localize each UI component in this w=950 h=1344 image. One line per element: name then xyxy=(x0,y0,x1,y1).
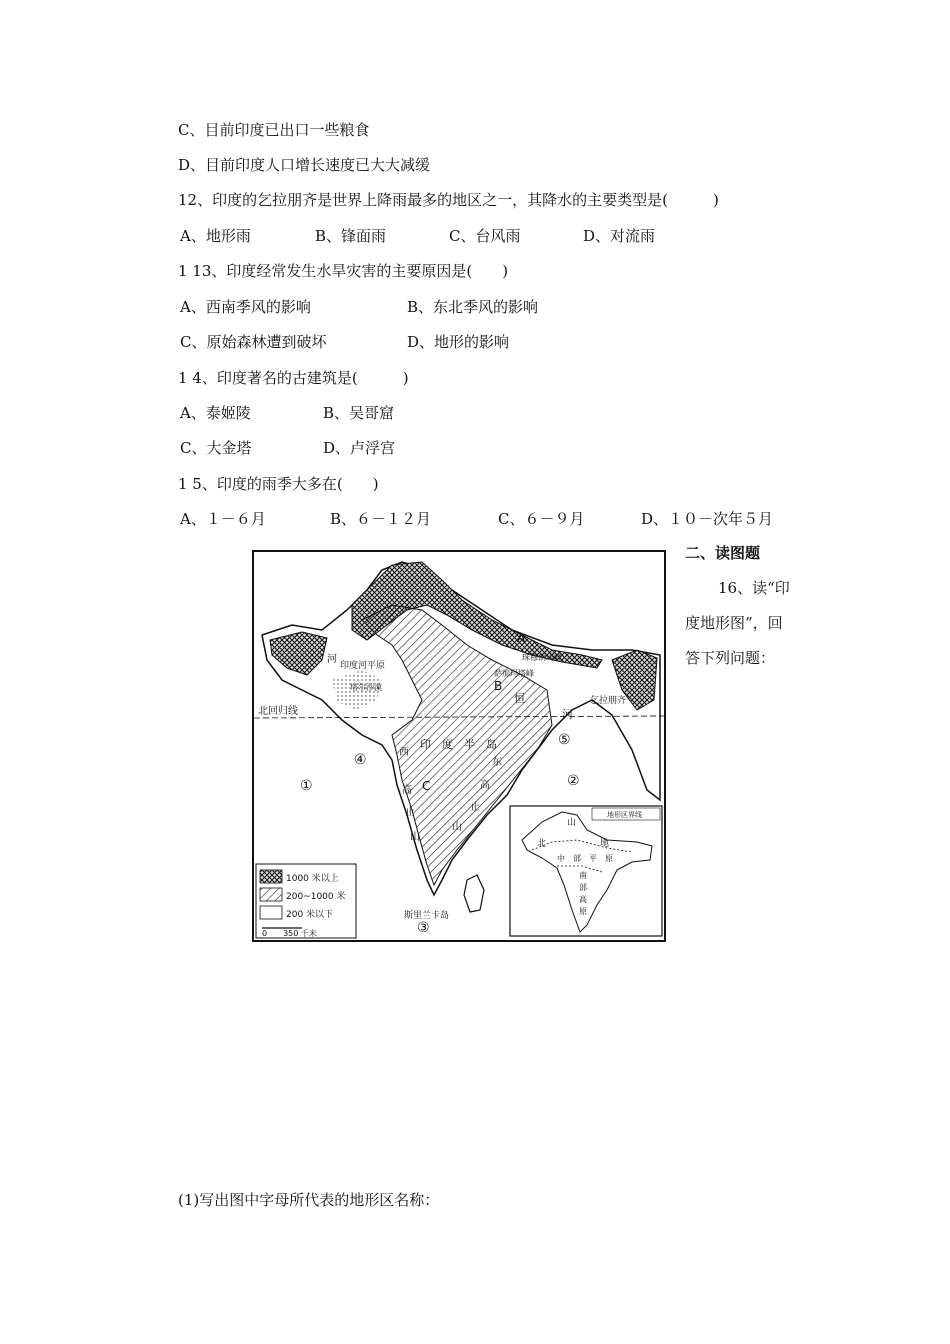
east-ghats-4: 山 xyxy=(452,822,462,833)
legend-swatch-low xyxy=(260,906,282,919)
india-terrain-map xyxy=(252,550,666,942)
west-ghats-3: 止 xyxy=(405,807,415,818)
circle-5: ⑤ xyxy=(558,732,571,748)
east-ghats-3: 止 xyxy=(470,802,480,813)
q14-option-b: B、吴哥窟 xyxy=(323,404,395,422)
west-ghats-2: 高 xyxy=(402,785,412,796)
q16-stem-line3: 答下列问题： xyxy=(685,649,776,667)
tropic-label: 北回归线 xyxy=(258,706,298,717)
q12-option-b: B、锋面雨 xyxy=(315,227,387,245)
inset-north: 北 xyxy=(537,839,547,849)
inset-legend: 地形区界线 xyxy=(607,811,642,819)
q13-stem: 1 13、印度经常发生水旱灾害的主要原因是( ) xyxy=(178,262,509,280)
q15-stem: 1 5、印度的雨季大多在( ) xyxy=(178,475,379,493)
q16-stem-line1: 16、读“印 xyxy=(718,579,790,597)
map-legend xyxy=(256,864,356,938)
letter-A: A xyxy=(517,631,526,645)
q14-option-c: C、大金塔 xyxy=(180,439,252,457)
legend-mid: 200~1000 米 xyxy=(286,892,346,902)
q14-stem: 1 4、印度著名的古建筑是( ) xyxy=(178,369,409,387)
river-he-left: 河 xyxy=(327,654,337,665)
thar-label: 塔尔沙漠 xyxy=(350,683,382,692)
river-he-right: 河 xyxy=(562,708,573,721)
q11-option-d: D、目前印度人口增长速度已大大减缓 xyxy=(178,156,431,174)
circle-3: ③ xyxy=(417,920,430,936)
q13-option-d: D、地形的影响 xyxy=(407,333,510,351)
circle-4: ④ xyxy=(354,752,367,768)
inset-south-2: 部 xyxy=(579,883,587,892)
peninsula-label: 印 度 半 岛 xyxy=(420,738,497,751)
section-heading: 二、读图题 xyxy=(685,544,761,562)
legend-low: 200 米以下 xyxy=(286,910,334,920)
river-heng: 恒 xyxy=(514,692,525,705)
kanchenjunga-label: 萨加玛塔峰 xyxy=(494,669,534,678)
inset-shan: 山 xyxy=(567,818,577,828)
q14-option-d: D、卢浮宫 xyxy=(323,439,396,457)
q16-stem-line2: 度地形图”，回 xyxy=(685,614,783,632)
cherrapunji-label: 乞拉朋齐 xyxy=(590,696,627,706)
q13-option-c: C、原始森林遭到破坏 xyxy=(180,333,327,351)
q12-option-d: D、对流雨 xyxy=(583,227,656,245)
indus-plain-label: 印度河平原 xyxy=(340,661,386,671)
legend-high: 1000 米以上 xyxy=(286,874,339,884)
q15-option-c: C、６－９月 xyxy=(498,510,585,528)
everest-label: 珠穆朗玛峰 xyxy=(522,653,562,662)
q13-option-a: A、西南季风的影响 xyxy=(180,298,311,316)
west-ghats-1: 西 xyxy=(399,747,409,758)
srilanka-label: 斯里兰卡岛 xyxy=(404,911,450,921)
q12-option-a: A、地形雨 xyxy=(180,227,251,245)
letter-C: C xyxy=(422,779,431,793)
inset-south-1: 南 xyxy=(579,871,587,880)
legend-swatch-mid xyxy=(260,888,282,901)
q15-option-d: D、１０－次年５月 xyxy=(641,510,774,528)
inset-south-3: 高 xyxy=(579,895,587,904)
inset-central-plain: 中 部 平 原 xyxy=(557,854,613,863)
q15-option-b: B、６－１２月 xyxy=(330,510,432,528)
east-ghats-1: 东 xyxy=(492,757,502,768)
scale-bar: 0 350 千米 xyxy=(262,929,317,938)
q12-option-c: C、台风雨 xyxy=(449,227,521,245)
inset-south-4: 原 xyxy=(579,907,587,916)
circle-1: ① xyxy=(300,778,313,794)
inset-map xyxy=(510,806,662,936)
legend-swatch-high xyxy=(260,870,282,883)
q13-option-b: B、东北季风的影响 xyxy=(407,298,539,316)
west-ghats-4: 山 xyxy=(410,832,420,843)
east-ghats-2: 高 xyxy=(480,780,490,791)
inset-di: 地 xyxy=(600,839,610,849)
q15-option-a: A、１－６月 xyxy=(180,510,266,528)
q11-option-c: C、目前印度已出口一些粮食 xyxy=(178,121,370,139)
circle-2: ② xyxy=(567,773,580,789)
q16-sub1: (1)写出图中字母所代表的地形区名称： xyxy=(178,1191,440,1209)
letter-B: B xyxy=(494,679,503,693)
q12-stem: 12、印度的乞拉朋齐是世界上降雨最多的地区之一，其降水的主要类型是( ) xyxy=(178,191,719,209)
q14-option-a: A、泰姬陵 xyxy=(180,404,251,422)
